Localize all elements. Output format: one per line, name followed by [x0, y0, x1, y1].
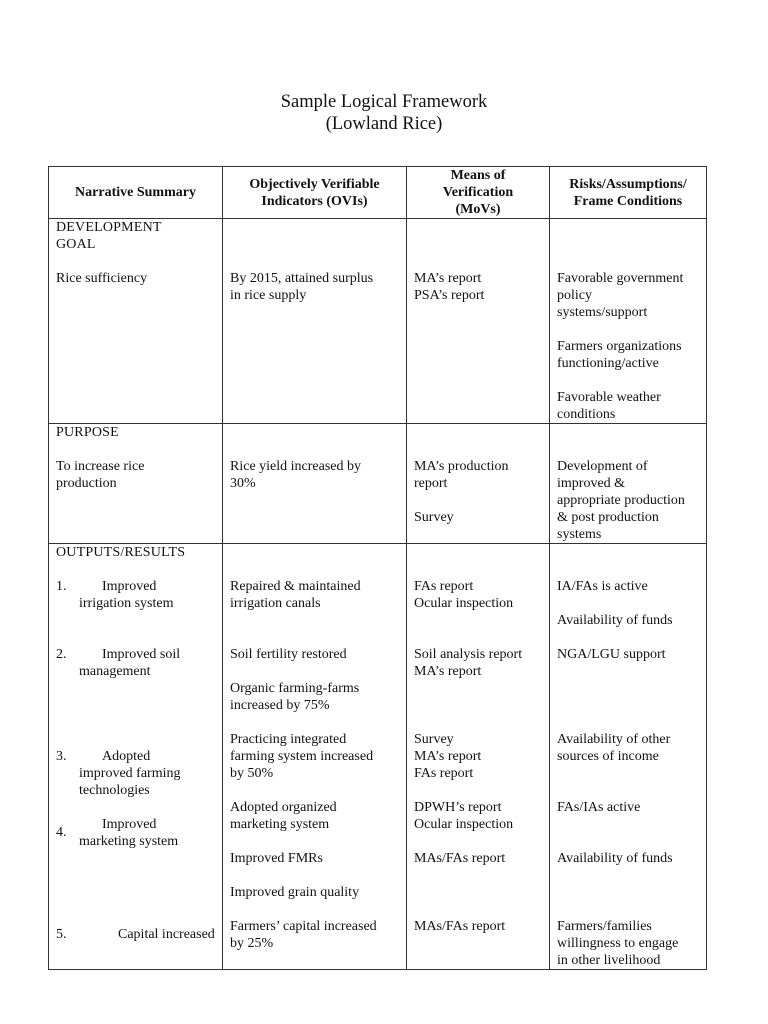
goal-heading: DEVELOPMENT: [56, 220, 162, 235]
purpose-risks: Development of improved & appropriate production & post production systems: [550, 424, 707, 544]
outputs-ovi: Repaired & maintained irrigation canals Soil fertility restored Organic farming-farms increased by 75% Practicing integrated farming system increased by 50% Adopted organized marketing system Improved FMRs Improved grain quality Farmers’ capital increased by 25%: [223, 544, 407, 970]
list-item: 5. Capital increased: [56, 927, 215, 942]
outputs-mov: FAs report Ocular inspection Soil analysis report MA’s report Survey MA’s report FAs report DPWH’s report Ocular inspection MAs/FAs report MAs/FAs report: [407, 544, 550, 970]
outputs-heading: OUTPUTS/RESULTS: [56, 545, 186, 560]
purpose-narrative: PURPOSE To increase rice production: [49, 424, 223, 544]
list-item: 3. Adopted improved farming technologies: [56, 749, 181, 798]
goal-ovi: By 2015, attained surplus in rice supply: [223, 219, 407, 424]
list-item: 1. Improved irrigation system: [56, 579, 174, 611]
goal-narrative: DEVELOPMENT GOAL Rice sufficiency: [49, 219, 223, 424]
header-row: [49, 167, 707, 219]
purpose-ovi: Rice yield increased by 30%: [223, 424, 407, 544]
header-risks: Risks/Assumptions/ Frame Conditions: [550, 167, 707, 219]
goal-summary: Rice sufficiency: [56, 271, 148, 286]
outputs-narrative: [49, 544, 223, 970]
outputs-row: [49, 544, 707, 970]
header-mov: Means of Verification (MoVs): [407, 167, 550, 219]
logframe-table: [48, 166, 707, 970]
purpose-mov: MA’s production report Survey: [407, 424, 550, 544]
document-subtitle: (Lowland Rice): [325, 114, 443, 134]
purpose-row: [49, 424, 707, 544]
goal-row: [49, 219, 707, 424]
document-title: Sample Logical Framework: [280, 92, 488, 112]
header-ovi: Objectively Verifiable Indicators (OVIs): [223, 167, 407, 219]
goal-mov: MA’s report PSA’s report: [407, 219, 550, 424]
purpose-heading: PURPOSE: [56, 425, 119, 440]
list-item: 4. Improved marketing system: [56, 817, 179, 849]
outputs-risks: IA/FAs is active Availability of funds NGA/LGU support Availability of other sources of income FAs/IAs active Availability of funds Farmers/families willingness to engage in other livelihood: [550, 544, 707, 970]
goal-risks: Favorable government policy systems/support Farmers organizations functioning/active Favorable weather conditions: [550, 219, 707, 424]
header-narrative: Narrative Summary: [49, 167, 223, 219]
list-item: 2. Improved soil management: [56, 647, 181, 679]
